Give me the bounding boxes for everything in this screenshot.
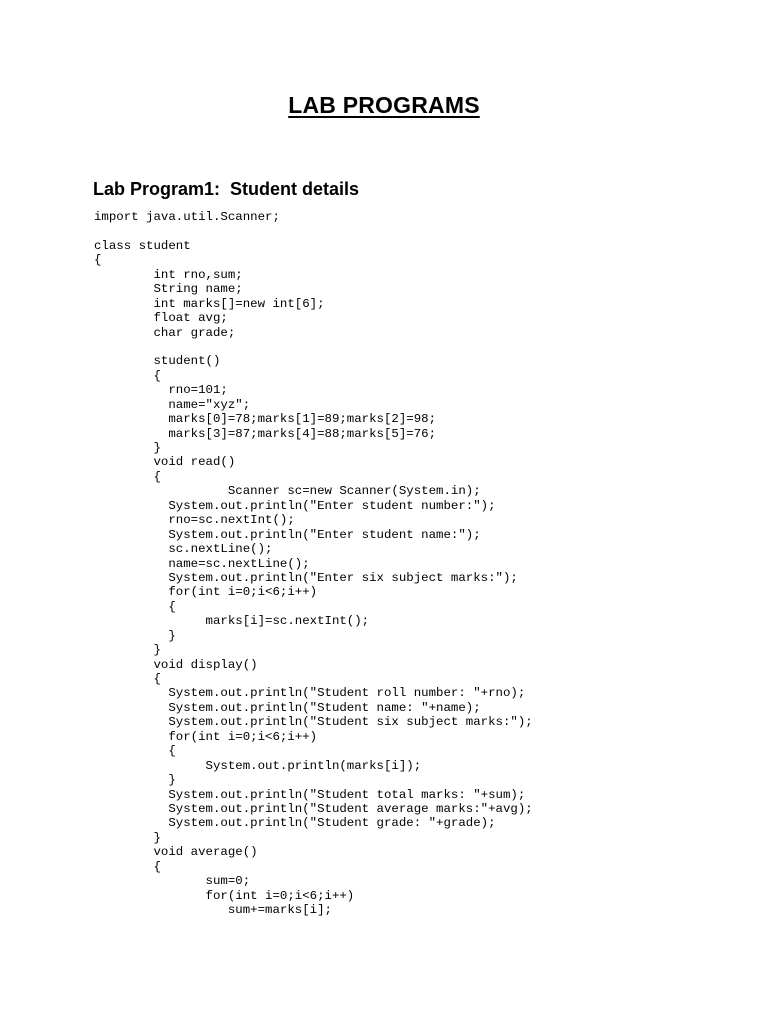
code-line: {	[94, 253, 102, 268]
document-title	[0, 88, 768, 122]
code-line: marks[i]=sc.nextInt();	[94, 614, 370, 629]
code-line: for(int i=0;i<6;i++)	[94, 888, 355, 903]
code-line: }	[94, 643, 161, 658]
code-line: student()	[94, 354, 221, 369]
code-line: {	[94, 672, 161, 686]
code-line: }	[94, 441, 161, 455]
code-line: System.out.println("Enter six subject marks:");	[94, 570, 518, 585]
code-line	[94, 340, 734, 354]
code-line: marks[3]=87;marks[4]=88;marks[5]=76;	[94, 426, 437, 441]
code-line: System.out.println("Student name: "+name);	[94, 700, 481, 715]
code-line: for(int i=0;i<6;i++)	[94, 729, 318, 744]
code-line: }	[94, 830, 161, 845]
section-heading: Lab Program1: Student details	[93, 179, 360, 199]
code-line: Scanner sc=new Scanner(System.in);	[94, 484, 481, 499]
code-line: {	[94, 368, 161, 383]
code-line: name="xyz";	[94, 397, 251, 412]
code-line: System.out.println("Enter student name:");	[94, 527, 481, 542]
code-line: {	[94, 599, 176, 614]
code-line: import java.util.Scanner;	[94, 210, 280, 224]
document-title-text: LAB PROGRAMS	[288, 92, 480, 118]
code-line: char grade;	[94, 325, 236, 340]
code-line: sum+=marks[i];	[94, 903, 332, 917]
code-line: marks[0]=78;marks[1]=89;marks[2]=98;	[94, 412, 437, 427]
code-line: System.out.println("Student grade: "+grade);	[94, 816, 496, 831]
code-line: void average()	[94, 845, 258, 860]
code-line: }	[94, 628, 176, 643]
code-line: int marks[]=new int[6];	[94, 296, 325, 311]
code-line: System.out.println("Enter student number:");	[94, 498, 496, 513]
code-line: System.out.println("Student six subject marks:");	[94, 715, 533, 730]
code-line	[94, 224, 734, 238]
code-line: class student	[94, 238, 191, 253]
code-line: for(int i=0;i<6;i++)	[94, 585, 318, 600]
code-line: }	[94, 773, 176, 788]
code-line: sum=0;	[94, 874, 251, 889]
code-line: rno=sc.nextInt();	[94, 513, 295, 528]
code-line: String name;	[94, 282, 243, 297]
code-line: {	[94, 859, 161, 874]
code-line: {	[94, 744, 176, 759]
code-line: rno=101;	[94, 383, 228, 398]
code-line: name=sc.nextLine();	[94, 556, 310, 571]
code-listing	[94, 210, 734, 917]
code-line: int rno,sum;	[94, 267, 243, 282]
code-line: System.out.println(marks[i]);	[94, 758, 422, 773]
code-line: float avg;	[94, 311, 228, 326]
code-line: void read()	[94, 455, 236, 470]
code-line: System.out.println("Student average marks:"+avg);	[94, 801, 533, 816]
code-line: void display()	[94, 657, 258, 672]
code-line: System.out.println("Student total marks: "+sum);	[94, 787, 526, 802]
code-line: {	[94, 469, 161, 484]
code-line: sc.nextLine();	[94, 542, 273, 557]
code-line: System.out.println("Student roll number: "+rno);	[94, 686, 526, 701]
